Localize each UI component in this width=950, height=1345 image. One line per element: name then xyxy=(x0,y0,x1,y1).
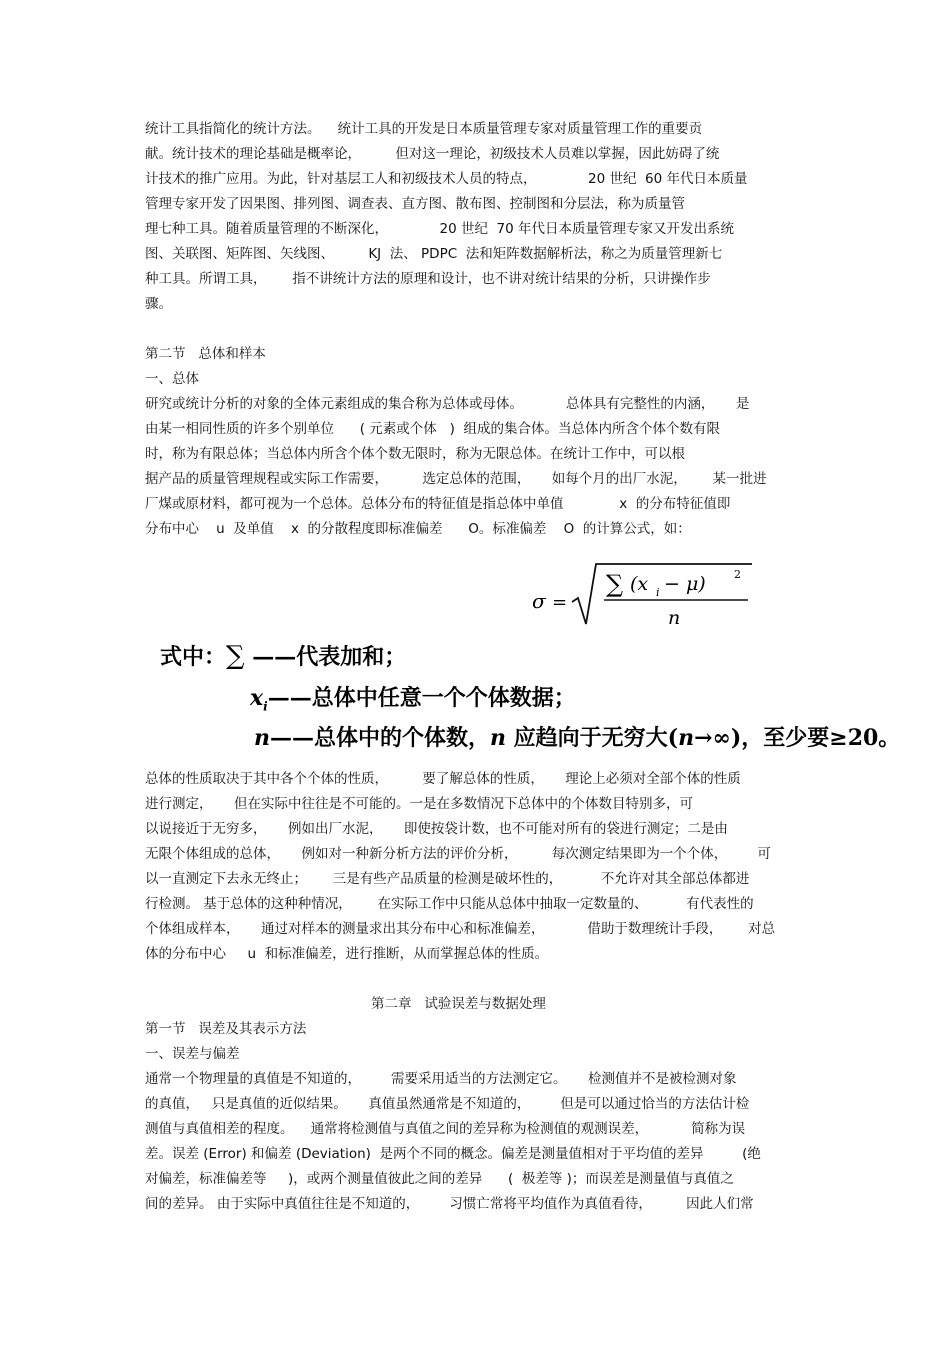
section-heading: 第一节 误差及其表示方法 xyxy=(145,1021,307,1037)
para4-line: 对偏差，标准偏差等 )，或两个测量值彼此之间的差异 ( 极差等 )；而误差是测量值与真值之 xyxy=(145,1171,734,1187)
note-n: n——总体中的个体数，n 应趋向于无穷大(n→∞)，至少要≥20。 xyxy=(254,725,901,751)
para3-line: 行检测。 基于总体的这种种情况， 在实际工作中只能从总体中抽取一定数量的、 有代表性的 xyxy=(145,896,754,912)
para3-line: 总体的性质取决于其中各个个体的性质， 要了解总体的性质， 理论上必须对全部个体的性质 xyxy=(145,771,741,787)
formula-equals: = xyxy=(552,592,568,613)
para3-line: 无限个体组成的总体， 例如对一种新分析方法的评价分析， 每次测定结果即为一个个体， 可 xyxy=(145,846,771,862)
para2-line: 分布中心 u 及单值 x 的分散程度即标准偏差 O。标准偏差 O 的计算公式，如： xyxy=(145,521,691,537)
para1-line: 种工具。所谓工具， 指不讲统计方法的原理和设计，也不讲对统计结果的分析，只讲操作步 xyxy=(145,271,711,287)
para4-line: 差。误差 (Error) 和偏差 (Deviation) 是两个不同的概念。偏差是测量值相对于平均值的差异 (绝 xyxy=(145,1146,761,1162)
subsection-heading: 一、总体 xyxy=(145,371,199,387)
para3-line: 体的分布中心 u 和标准偏差，进行推断，从而掌握总体的性质。 xyxy=(145,946,549,962)
para2-line: 厂煤或原材料，都可视为一个总体。总体分布的特征值是指总体中单值 x 的分布特征值即 xyxy=(145,496,731,512)
para3-line: 以一直测定下去永无终止； 三是有些产品质量的检测是破坏性的， 不允许对其全部总体都进 xyxy=(145,871,750,887)
formula-exponent: 2 xyxy=(734,568,741,581)
para2-line: 据产品的质量管理规程或实际工作需要， 选定总体的范围， 如每个月的出厂水泥， 某一批进 xyxy=(145,471,767,487)
formula-term-x: (x xyxy=(630,573,649,595)
formula-term-mu: − μ) xyxy=(664,573,706,595)
para1-line: 献。统计技术的理论基础是概率论， 但对这一理论，初级技术人员难以掌握，因此妨碍了统 xyxy=(145,146,720,162)
subsection-heading: 一、误差与偏差 xyxy=(145,1046,240,1062)
formula-sigma: σ xyxy=(532,589,546,613)
formula-sum-symbol: ∑ xyxy=(606,570,624,598)
para1-line: 图、关联图、矩阵图、矢线图、 KJ 法、 PDPC 法和矩阵数据解析法，称之为质量管理新七 xyxy=(145,246,723,262)
para3-line: 个体组成样本， 通过对样本的测量求出其分布中心和标准偏差， 借助于数理统计手段， 对总 xyxy=(145,921,776,937)
formula-denominator: n xyxy=(668,607,681,629)
para4-line: 通常一个物理量的真值是不知道的， 需要采用适当的方法测定它。 检测值并不是被检测对象 xyxy=(145,1071,737,1087)
note-sum: 式中：∑ ——代表加和； xyxy=(160,641,407,671)
para2-line: 时，称为有限总体；当总体内所含个体个数无限时，称为无限总体。在统计工作中，可以根 xyxy=(145,446,685,462)
para3-line: 以说接近于无穷多， 例如出厂水泥， 即使按袋计数，也不可能对所有的袋进行测定；二是由 xyxy=(145,821,728,837)
para1-line: 管理专家开发了因果图、排列图、调查表、直方图、散布图、控制图和分层法，称为质量管 xyxy=(145,196,685,212)
para4-line: 测值与真值相差的程度。 通常将检测值与真值之间的差异称为检测值的观测误差， 简称为误 xyxy=(145,1121,746,1137)
radical-sign xyxy=(572,564,752,624)
formula-graphic xyxy=(530,560,760,632)
para2-line: 由某一相同性质的许多个别单位 ( 元素或个体 ) 组成的集合体。当总体内所含个体个数有限 xyxy=(145,421,721,437)
para1-line: 计技术的推广应用。为此，针对基层工人和初级技术人员的特点， 20 世纪 60 年代日本质量 xyxy=(145,171,748,187)
para4-line: 的真值， 只是真值的近似结果。 真值虽然通常是不知道的， 但是可以通过恰当的方法估计检 xyxy=(145,1096,750,1112)
para2-line: 研究或统计分析的对象的全体元素组成的集合称为总体或母体。 总体具有完整性的内涵， 是 xyxy=(145,396,750,412)
chapter-title: 第二章 试验误差与数据处理 xyxy=(371,996,546,1012)
section-heading: 第二节 总体和样本 xyxy=(145,346,266,362)
note-xi: $x_i——$总体中任意一个个体数据； xyxy=(250,685,576,714)
para1-line: 统计工具指简化的统计方法。 统计工具的开发是日本质量管理专家对质量管理工作的重要贡 xyxy=(145,121,703,137)
para3-line: 进行测定， 但在实际中往往是不可能的。一是在多数情况下总体中的个体数目特别多，可 xyxy=(145,796,693,812)
para1-line: 骤。 xyxy=(145,296,172,312)
para4-line: 间的差异。 由于实际中真值往往是不知道的， 习惯亡常将平均值作为真值看待， 因此人们常 xyxy=(145,1196,754,1212)
formula-subscript-i: i xyxy=(656,586,660,599)
std-deviation-formula xyxy=(530,560,760,636)
para1-line: 理七种工具。随着质量管理的不断深化， 20 世纪 70 年代日本质量管理专家又开发出系统 xyxy=(145,221,735,237)
